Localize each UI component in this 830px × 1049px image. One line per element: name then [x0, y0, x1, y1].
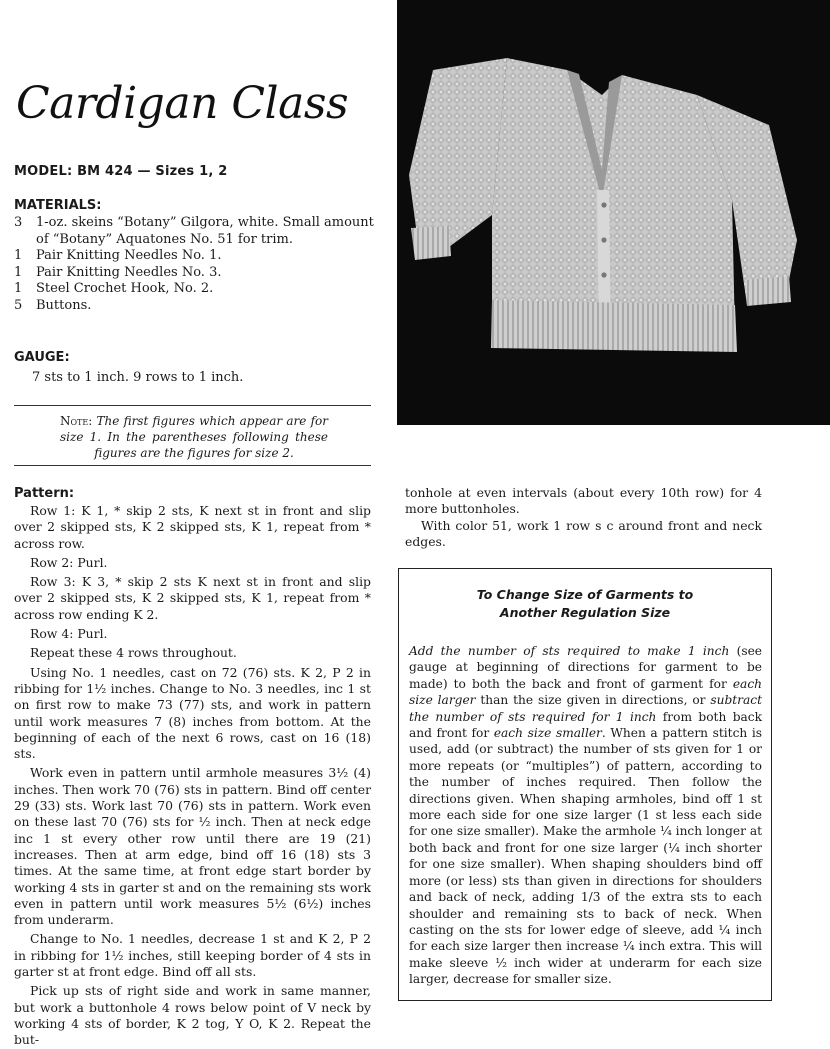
gauge-heading: GAUGE: [14, 350, 70, 365]
box-body: Add the number of sts required to make 1 inch (see gauge at beginning of directions for garment to be made) to both the back and front of garment for each size larger than the size given in directions, or subtract the number of sts required for 1 inch from both back and front for each size smaller. When a pattern stitch is used, add (or subtract) the number of sts given for 1 or more repeats (or “multiples”) of pattern, according to the number of inches required. Then follow the directions given. When shaping armholes, bind off 1 st more each side for one size larger (1 st less each side for one size smaller). Make the armhole ¼ inch longer at both back and front for one size larger (¼ inch shorter for one size smaller). When shaping shoulders bind off more (or less) sts than given in directions for shoulders and back of neck, adding 1/3 of the extra sts to each shoulder and remaining sts to back of neck. When casting on the sts for lower edge of sleeve, add ¼ inch for each size larger then increase ¼ inch extra. This will make sleeve ½ inch wider at underarm for each size larger, decrease for smaller size. [409, 644, 763, 987]
paragraph: Row 4: Purl. [30, 626, 108, 642]
list-item: 3 1-oz. skeins “Botany” Gilgora, white. Small amount of “Botany” Aquatones No. 51 for trim. [14, 215, 374, 247]
paragraph: Change to No. 1 needles, decrease 1 st and K 2, P 2 in ribbing for 1½ inches, still keeping border of 4 sts in garter st at front edge. Bind off all sts. [14, 931, 371, 980]
list-item: 1 Steel Crochet Hook, No. 2. [14, 281, 214, 296]
paragraph: Work even in pattern until armhole measures 3½ (4) inches. Then work 70 (76) sts in pattern. Bind off center 29 (33) sts. Work last 70 (76) sts in pattern. Work even on these last 70 (76) sts for ½ inch. Then at neck edge inc 1 st every other row until there are 19 (21) increases. Then at arm edge, bind off 16 (18) sts 3 times. At the same time, at front edge start border by working 4 sts in garter st and on the remaining sts work even in pattern until work measures 5½ (6½) inches from underarm. [14, 765, 371, 928]
pattern-instructions-col1 [14, 503, 371, 1049]
cardigan-photo [397, 0, 830, 425]
page-title [14, 66, 384, 136]
paragraph: Row 1: K 1, * skip 2 sts, K next st in front and slip over 2 skipped sts, K 2 skipped sts, K 1, repeat from * across row. [14, 503, 371, 551]
list-item: 5 Buttons. [14, 297, 92, 313]
pattern-heading: Pattern: [14, 486, 75, 501]
model-line: MODEL: BM 424 — Sizes 1, 2 [14, 164, 228, 179]
note-text: The first figures which appear are for size 1. In the parentheses following these figures are the figures for size 2. [60, 414, 328, 460]
paragraph: tonhole at even intervals (about every 10th row) for 4 more buttonholes. [405, 485, 762, 517]
paragraph: With color 51, work 1 row s c around front and neck edges. [405, 517, 762, 549]
list-item: 1 Pair Knitting Needles No. 3. [14, 264, 222, 280]
paragraph: Row 3: K 3, * skip 2 sts K next st in front and slip over 2 skipped sts, K 2 skipped sts, K 1, repeat from * across row ending K 2. [14, 574, 371, 622]
divider [14, 405, 371, 406]
size-note [60, 413, 328, 461]
size-change-box [398, 568, 772, 1001]
box-title: To Change Size of Garments to Another Regulation Size [476, 587, 694, 620]
note-label: Note: [60, 414, 93, 428]
divider [14, 465, 371, 466]
paragraph: Pick up sts of right side and work in same manner, but work a buttonhole 4 rows below point of V neck by working 4 sts of border, K 2 tog, Y O, K 2. Repeat the but- [14, 983, 371, 1048]
list-item: 1 Pair Knitting Needles No. 1. [14, 248, 222, 263]
pattern-instructions-col2 [405, 485, 762, 550]
materials-heading: MATERIALS: [14, 198, 102, 213]
page-title-text: Cardigan Class [16, 78, 349, 129]
paragraph: Row 2: Purl. [30, 554, 108, 570]
gauge-text: 7 sts to 1 inch. 9 rows to 1 inch. [32, 370, 244, 385]
paragraph: Using No. 1 needles, cast on 72 (76) sts. K 2, P 2 in ribbing for 1½ inches. Change to No. 3 needles, inc 1 st on first row to make 73 (77) sts, and work in pattern until work measures 7 (8) inches from bottom. At the beginning of each of the next 6 rows, cast on 16 (18) sts. [14, 664, 371, 762]
materials-list [14, 215, 374, 314]
paragraph: Repeat these 4 rows throughout. [30, 645, 237, 661]
